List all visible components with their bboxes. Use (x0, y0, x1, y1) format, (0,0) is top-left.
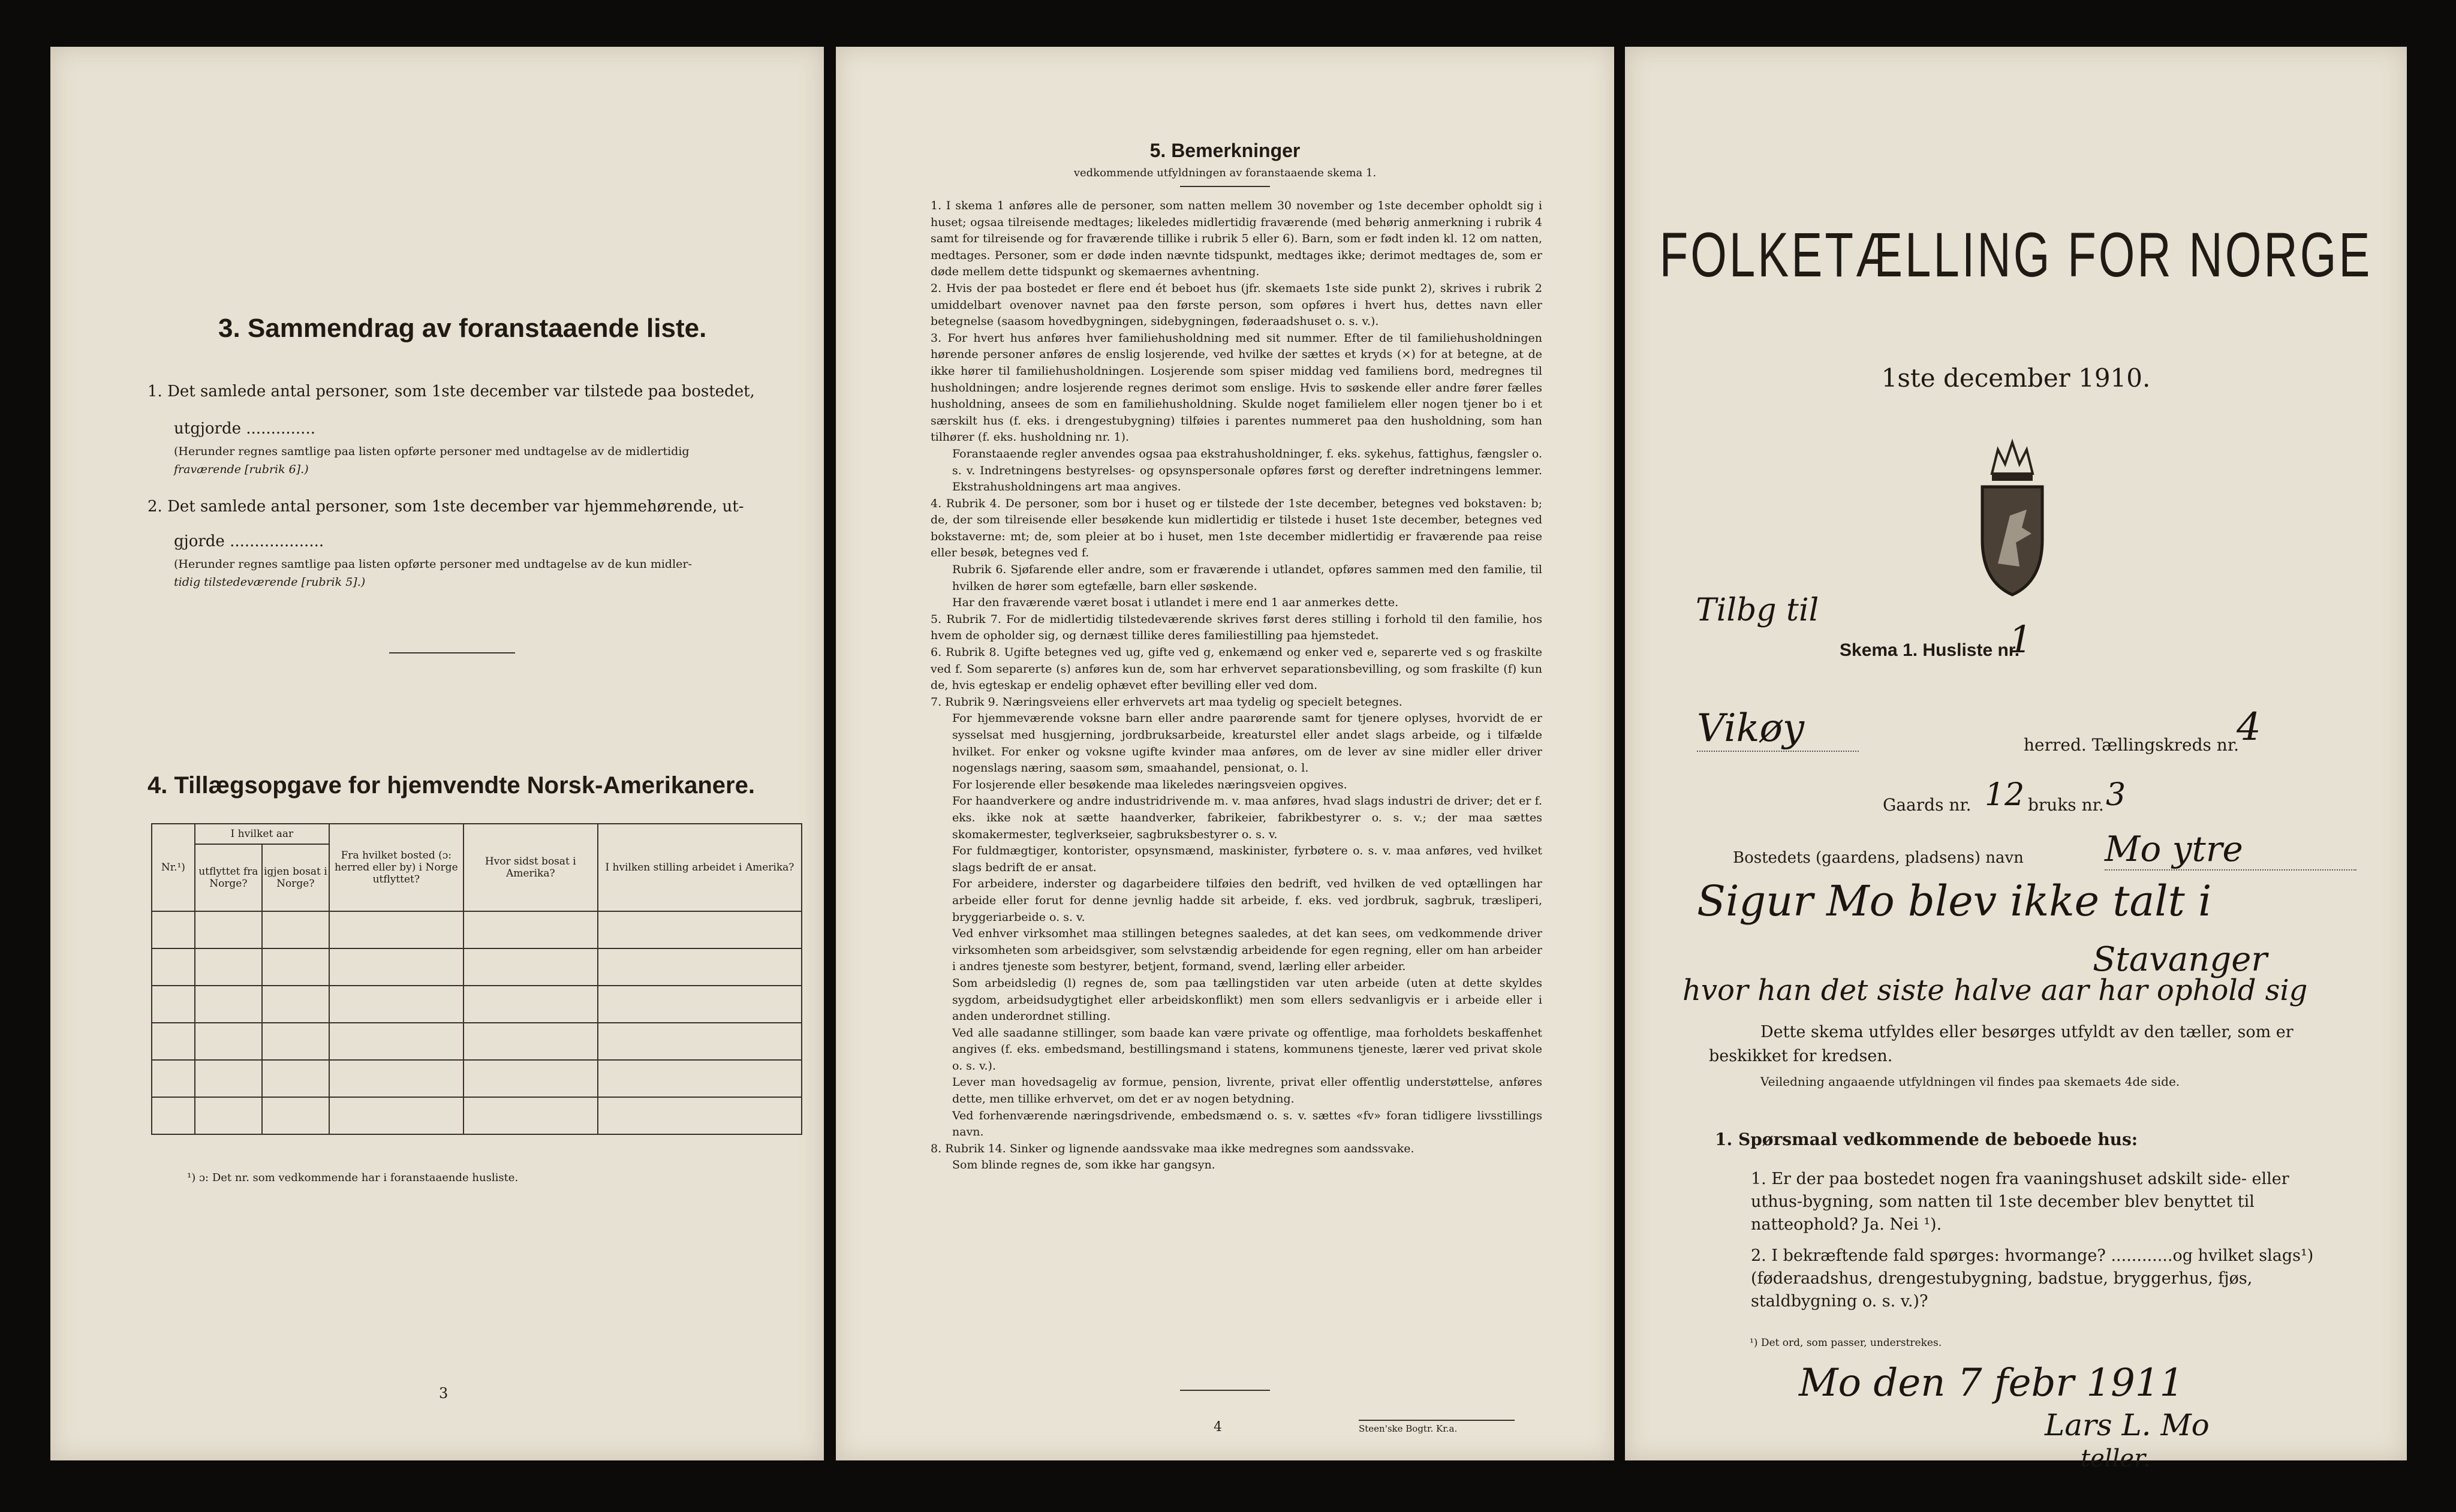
table-footnote: ¹) ɔ: Det nr. som vedkommende har i foranstaaende husliste. (187, 1171, 519, 1184)
table-row (152, 911, 802, 948)
bruks-nr: 3 (2106, 777, 2126, 813)
summary-item-2-note-2: tidig tilstedeværende [rubrik 5].) (174, 576, 366, 589)
handwritten-tillaeg: Tilbg til (1696, 592, 1819, 628)
remark-7k: Ved forhenværende næringsdrivende, embedsmænd o. s. v. sættes «fv» foran tidligere livsstillings navn. (952, 1109, 1542, 1139)
remark-6: 6. Rubrik 8. Ugifte betegnes ved ug, gifte ved g, enkemænd og enker ved e, separerte ved s og fraskilte ved f. Som separerte (s) anføres kun de, som har erhvervet separationsbevilling, og som fraskilte (f) kun de, hvis egteskap er endelig ophævet efter bevilling eller ved dom. (931, 646, 1542, 692)
remark-1: 1. I skema 1 anføres alle de personer, som natten mellem 30 november og 1ste december opholdt sig i huset; ogsaa tilreisende medtages; likeledes midlertidig fraværende (med behørig anmerkning i rubrik 4 samt for tilreisende og for fraværende tillike i rubrik 5 eller 6). Barn, som er født inden kl. 12 om natten, medtages. Personer, som er døde inden nævnte tidspunkt, medtages ikke; derimot medtages de, som er døde mellem dette tidspunkt og skemaernes avhentning. (931, 199, 1542, 279)
summary-item-1: 1. Det samlede antal personer, som 1ste december var tilstede paa bostedet, (148, 382, 755, 400)
subheading: vedkommende utfyldningen av foranstaaende skema 1. (1073, 167, 1377, 179)
summary-item-2-value: gjorde ................... (174, 532, 324, 550)
remark-4c: Har den fraværende været bosat i utlandet i mere end 1 aar anmerkes dette. (952, 596, 1399, 610)
form-date: 1ste december 1910. (1881, 363, 2151, 393)
remarks-list (931, 198, 1542, 1174)
remark-5: 5. Rubrik 7. For de midlertidig tilstedeværende skrives først deres stilling i forhold til den familie, hos hvem de opholder sig, og dernæst tillike deres familiestilling paa hjemstedet. (931, 612, 1542, 643)
remark-2: 2. Hvis der paa bostedet er flere end ét beboet hus (jfr. skemaets 1ste side punkt 2), skrives i rubrik 2 umiddelbart ovenover navnet paa den første person, som opføres i hvert hus, dettes navn eller betegnelse (saasom hovedbygningen, sidebygningen, føderaadshuset o. s. v.). (931, 281, 1542, 329)
bosted-label: Bostedets (gaardens, pladsens) navn (1733, 849, 2024, 867)
remark-4b: Rubrik 6. Sjøfarende eller andre, som er fraværende i utlandet, opføres sammen med den familie, til hvilken de hører som egtefælle, barn eller søskende. (952, 563, 1542, 593)
heading-sammendrag: 3. Sammendrag av foranstaaende liste. (218, 314, 707, 343)
remark-7c: For losjerende eller besøkende maa likeledes næringsveien opgives. (952, 778, 1347, 791)
heading-tillaegsopgave: 4. Tillægsopgave for hjemvendte Norsk-Amerikanere. (148, 772, 755, 799)
page-footnote: ¹) Det ord, som passer, understrekes. (1750, 1337, 1942, 1349)
handwritten-note-line-1: Sigur Mo blev ikke talt i (1697, 877, 2212, 926)
divider (1180, 1390, 1270, 1391)
table-row (152, 1060, 802, 1097)
question-2: 2. I bekræftende fald spørges: hvormange? ............og hvilket slags¹) (føderaadshus, drengestubygning, badstue, bryggerhus, fjøs, staldbygning o. s. v.)? (1751, 1246, 2314, 1311)
summary-item-1-note: (Herunder regnes samtlige paa listen opførte personer med undtagelse av de midlertidig (174, 445, 690, 458)
remark-7j: Lever man hovedsagelig av formue, pension, livrente, privat eller offentlig understøttelse, anføres dette, men tillike erhvervet, om det er av nogen betydning. (952, 1076, 1542, 1106)
summary-item-2: 2. Det samlede antal personer, som 1ste december var hjemmehørende, ut- (148, 498, 744, 516)
gaards-label: Gaards nr. (1883, 795, 1972, 815)
herred-value: Vikøy (1697, 706, 1859, 752)
col-stilling-amerika: I hvilken stilling arbeidet i Amerika? (598, 824, 802, 911)
handwritten-note-line-2: Stavanger (2093, 940, 2268, 979)
handwritten-signature: Lars L. Mo (2045, 1408, 2210, 1442)
page-number: 3 (439, 1385, 449, 1402)
remark-7g: Ved enhver virksomhet maa stillingen betegnes saaledes, at det kan sees, om vedkommende driver virksomheten som arbeidsgiver, som selvstændig arbeidende for egen regning, eller om han arbeider i andres tjeneste som bestyrer, betjent, formand, svend, lærling eller arbeider. (952, 927, 1542, 974)
remark-4: 4. Rubrik 4. De personer, som bor i huset og er tilstede der 1ste december, betegnes ved bokstaven: b; de, der som tilreisende eller besøkende kun midlertidig er tilstede i huset 1ste december, betegnes ved bokstaverne: mt; de, som pleier at bo i huset, men 1ste december midlertidig er fraværende paa reise eller besøk, betegnes ved f. (931, 496, 1542, 560)
heading-bemerkninger: 5. Bemerkninger (1149, 140, 1301, 161)
instruction-note: Veiledning angaaende utfyldningen vil findes paa skemaets 4de side. (1760, 1074, 2180, 1089)
remark-8b: Som blinde regnes de, som ikke har gangsyn. (952, 1158, 1215, 1172)
page-4-bemerkninger (836, 47, 1614, 1460)
col-bosted-norge: Fra hvilket bosted (ɔ: herred eller by) i Norge utflyttet? (329, 824, 463, 911)
remark-3: 3. For hvert hus anføres hver familiehusholdning med sit nummer. Efter de til familiehusholdningen hørende personer anføres de enslig losjerende, ved hvilke der sættes et kryds (×) for at betegne, at de ikke hører til familiehusholdningen. Losjerende som spiser middag ved familiens bord, medregnes til husholdningen; andre losjerende regnes derimot som enslige. Hvis to søskende eller andre fører fælles husholdning, ansees de som en familiehusholdning. Skulde noget familielem eller nogen tjener bo i et særskilt hus (f. eks. i drengestubygning) tilføies i parentes nummeret paa den husholdning, som han tilhører (f. eks. husholdning nr. 1). (931, 331, 1542, 444)
kreds-nr: 4 (2237, 705, 2261, 749)
husliste-nr: 1 (2009, 618, 2033, 661)
table-row (152, 1097, 802, 1134)
col-group-aar: I hvilket aar (195, 824, 329, 844)
table-row (152, 948, 802, 986)
summary-item-1-value: utgjorde .............. (174, 420, 315, 438)
handwritten-date: Mo den 7 febr 1911 (1799, 1361, 2184, 1405)
col-nr: Nr.¹) (152, 824, 195, 911)
col-igjen-bosat: igjen bosat i Norge? (262, 844, 329, 911)
remark-7e: For fuldmægtiger, kontorister, opsynsmænd, maskinister, fyrbøtere o. s. v. maa anføres, ved hvilket slags bedrift de er ansat. (952, 844, 1542, 874)
instruction-text: Dette skema utfyldes eller besørges utfyldt av den tæller, som er beskikket for kredsen. (1709, 1023, 2294, 1065)
printer-imprint: Steen'ske Bogtr. Kr.a. (1359, 1420, 1515, 1434)
col-utflyttet: utflyttet fra Norge? (195, 844, 262, 911)
remark-3b: Foranstaaende regler anvendes ogsaa paa ekstrahusholdninger, f. eks. sykehus, fattighus, fængsler o. s. v. Indretningens bestyrelses- og opsynspersonale opføres først og derefter indretningens lemmer. Ekstrahusholdningens art maa angives. (952, 447, 1542, 494)
herred-label: herred. Tællingskreds nr. (2024, 735, 2240, 755)
table-row (152, 986, 802, 1023)
gaards-nr: 12 (1985, 777, 2025, 813)
question-1: 1. Er der paa bostedet nogen fra vaaningshuset adskilt side- eller uthus-bygning, som natten til 1ste december blev benyttet til natteophold? Ja. Nei ¹). (1751, 1170, 2289, 1234)
remark-7: 7. Rubrik 9. Næringsveiens eller erhvervets art maa tydelig og specielt betegnes. (931, 695, 1402, 709)
bruks-label: bruks nr. (2028, 795, 2104, 815)
remark-7b: For hjemmeværende voksne barn eller andre paarørende samt for tjenere oplyses, hvorvidt de er sysselsat med husgjerning, jordbruksarbeide, kreaturstel eller andet slags arbeide, og i tilfælde hvilket. For enker og voksne ugifte kvinder maa anføres, om de lever av sine midler eller driver nogenslags næring, saasom søm, smaahandel, pensionat, o. l. (952, 712, 1542, 775)
page-1-cover (1625, 47, 2407, 1472)
col-bosat-amerika: Hvor sidst bosat i Amerika? (463, 824, 598, 911)
remark-7d: For haandverkere og andre industridrivende m. v. maa anføres, hvad slags industri de driver; det er f. eks. ikke nok at sætte haandverker, fabrikeier, fabrikbestyrer o. s. v.; der maa sættes skomakermester, teglverkseier, sagbruksbestyrer o. s. v. (952, 794, 1542, 841)
page-number: 4 (1214, 1420, 1222, 1435)
remark-7i: Ved alle saadanne stillinger, som baade kan være private og offentlige, maa forholdets beskaffenhet angives (f. eks. embedsmand, bestillingsmand i statens, kommunens tjeneste, lærer ved privat skole o. s. v.). (952, 1026, 1542, 1073)
divider (1180, 186, 1270, 187)
remark-7h: Som arbeidsledig (l) regnes de, som paa tællingstiden var uten arbeide (uten at dette skyldes sygdom, arbeidsudygtighet eller arbeidskonflikt) men som ellers sedvanligvis er i arbeide eller i anden underordnet stilling. (952, 976, 1542, 1023)
norsk-amerikanere-table (151, 823, 802, 1135)
form-title: FOLKETÆLLING FOR NORGE (1659, 219, 2373, 291)
table-row (152, 1023, 802, 1060)
handwritten-role: teller. (2081, 1445, 2151, 1472)
handwritten-note-line-3: hvor han det siste halve aar har ophold sig (1683, 974, 2308, 1007)
summary-item-1-note-2: fraværende [rubrik 6].) (174, 463, 309, 476)
questions-heading: 1. Spørsmaal vedkommende de beboede hus: (1715, 1130, 2138, 1149)
page-3-summary (50, 47, 824, 1460)
skema-label: Skema 1. Husliste nr. (1840, 640, 2020, 660)
remark-8: 8. Rubrik 14. Sinker og lignende aandssvake maa ikke medregnes som aandssvake. (931, 1141, 1414, 1155)
remark-7f: For arbeidere, inderster og dagarbeidere tilføies den bedrift, ved hvilken de ved optællingen har arbeide eller forut for denne jevnlig hadde sit arbeide, f. eks. ved jordbruk, sagbruk, træsliperi, bryggeriarbeide o. s. v. (952, 877, 1542, 924)
summary-item-2-note: (Herunder regnes samtlige paa listen opførte personer med undtagelse av de kun midler- (174, 558, 692, 571)
bosted-value: Mo ytre (2105, 829, 2356, 871)
divider (389, 652, 515, 653)
coat-of-arms-emblem (1974, 438, 2051, 600)
